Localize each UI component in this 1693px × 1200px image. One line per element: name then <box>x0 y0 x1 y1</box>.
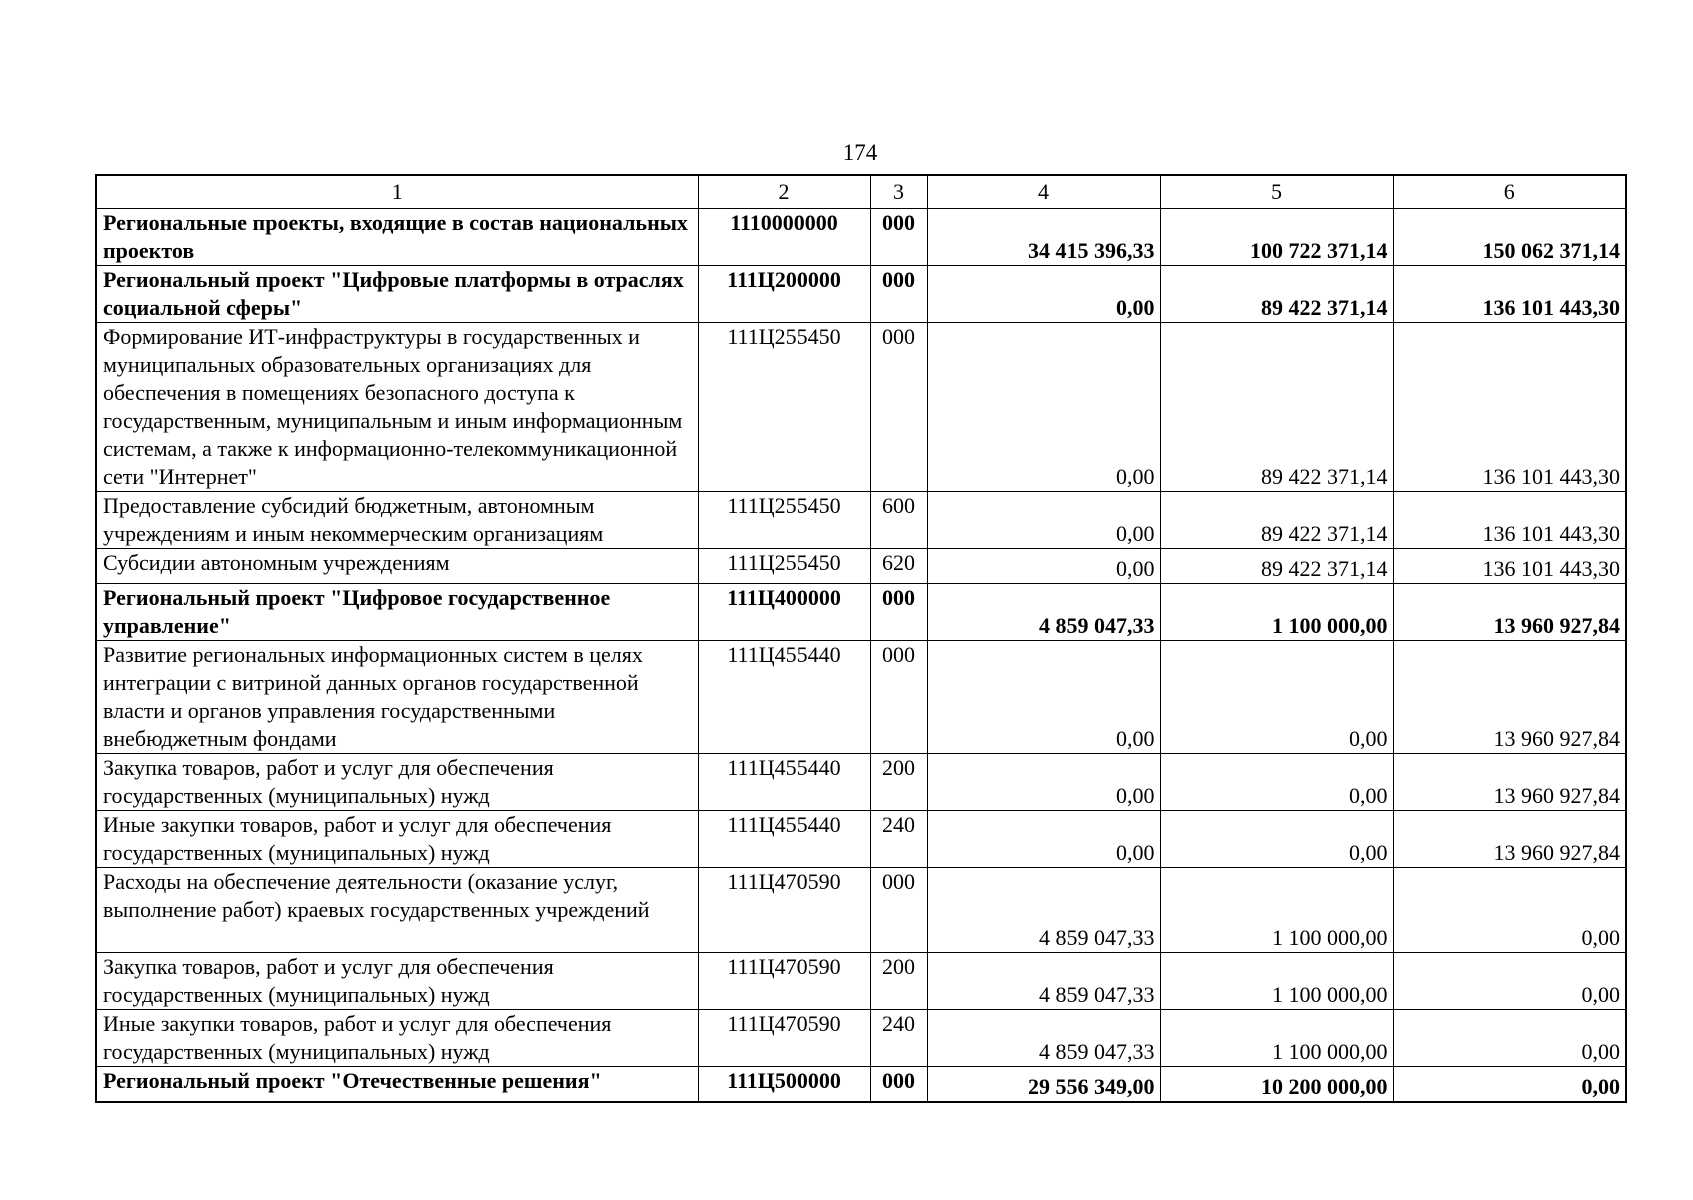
row-name-cell: Предоставление субсидий бюджетным, автономным учреждениям и иным некоммерческим организациям <box>96 492 698 549</box>
row-value-col6-cell: 13 960 927,84 <box>1393 754 1626 811</box>
table-row <box>96 1010 1626 1067</box>
budget-table <box>95 174 1627 1103</box>
row-code-cell: 111Ц470590 <box>698 953 870 1010</box>
row-code-cell: 111Ц455440 <box>698 754 870 811</box>
row-code-cell: 111Ц470590 <box>698 868 870 953</box>
page-number: 174 <box>842 140 878 165</box>
row-value-col6-cell: 136 101 443,30 <box>1393 266 1626 323</box>
table-body <box>96 175 1626 1102</box>
row-type-cell: 000 <box>870 584 927 641</box>
row-value-col6-cell: 136 101 443,30 <box>1393 323 1626 492</box>
row-value-col4-cell: 0,00 <box>927 492 1160 549</box>
column-header: 6 <box>1393 175 1626 209</box>
row-name-cell: Региональный проект "Цифровые платформы в отраслях социальной сферы" <box>96 266 698 323</box>
row-value-col5-cell: 1 100 000,00 <box>1160 953 1393 1010</box>
row-value-col5-cell: 1 100 000,00 <box>1160 584 1393 641</box>
table-row <box>96 492 1626 549</box>
column-header: 4 <box>927 175 1160 209</box>
row-code-cell: 111Ц255450 <box>698 492 870 549</box>
row-value-col6-cell: 150 062 371,14 <box>1393 209 1626 266</box>
row-value-col5-cell: 100 722 371,14 <box>1160 209 1393 266</box>
row-value-col6-cell: 136 101 443,30 <box>1393 549 1626 584</box>
row-name-cell: Региональный проект "Отечественные решения" <box>96 1067 698 1103</box>
row-name-cell: Иные закупки товаров, работ и услуг для обеспечения государственных (муниципальных) нужд <box>96 1010 698 1067</box>
row-code-cell: 111Ц255450 <box>698 323 870 492</box>
column-header: 5 <box>1160 175 1393 209</box>
row-name-cell: Закупка товаров, работ и услуг для обеспечения государственных (муниципальных) нужд <box>96 754 698 811</box>
row-value-col4-cell: 4 859 047,33 <box>927 584 1160 641</box>
row-value-col5-cell: 0,00 <box>1160 754 1393 811</box>
row-value-col4-cell: 29 556 349,00 <box>927 1067 1160 1103</box>
row-type-cell: 200 <box>870 754 927 811</box>
table-row <box>96 754 1626 811</box>
row-code-cell: 111Ц470590 <box>698 1010 870 1067</box>
row-value-col5-cell: 10 200 000,00 <box>1160 1067 1393 1103</box>
row-type-cell: 000 <box>870 1067 927 1103</box>
row-type-cell: 240 <box>870 1010 927 1067</box>
row-name-cell: Субсидии автономным учреждениям <box>96 549 698 584</box>
row-value-col5-cell: 0,00 <box>1160 811 1393 868</box>
row-name-cell: Иные закупки товаров, работ и услуг для обеспечения государственных (муниципальных) нужд <box>96 811 698 868</box>
row-code-cell: 1110000000 <box>698 209 870 266</box>
row-name-cell: Формирование ИТ-инфраструктуры в государственных и муниципальных образовательных организациях для обеспечения в помещениях безопасного доступа к государственным, муниципальным и иным информационным системам, а также к информационно-телекоммуникационной сети "Интернет" <box>96 323 698 492</box>
row-type-cell: 000 <box>870 868 927 953</box>
row-code-cell: 111Ц455440 <box>698 641 870 754</box>
table-row <box>96 641 1626 754</box>
row-value-col5-cell: 1 100 000,00 <box>1160 868 1393 953</box>
row-type-cell: 200 <box>870 953 927 1010</box>
row-type-cell: 620 <box>870 549 927 584</box>
row-value-col4-cell: 0,00 <box>927 323 1160 492</box>
row-name-cell: Развитие региональных информационных систем в целях интеграции с витриной данных органов государственной власти и органов управления государственными внебюджетным фондами <box>96 641 698 754</box>
row-value-col4-cell: 4 859 047,33 <box>927 868 1160 953</box>
column-header: 1 <box>96 175 698 209</box>
table-row <box>96 266 1626 323</box>
row-value-col6-cell: 0,00 <box>1393 953 1626 1010</box>
row-value-col6-cell: 13 960 927,84 <box>1393 584 1626 641</box>
row-value-col5-cell: 89 422 371,14 <box>1160 492 1393 549</box>
row-value-col6-cell: 0,00 <box>1393 868 1626 953</box>
table-row <box>96 584 1626 641</box>
row-name-cell: Расходы на обеспечение деятельности (оказание услуг, выполнение работ) краевых государственных учреждений <box>96 868 698 953</box>
row-value-col5-cell: 0,00 <box>1160 641 1393 754</box>
column-header: 3 <box>870 175 927 209</box>
table-row <box>96 323 1626 492</box>
row-code-cell: 111Ц500000 <box>698 1067 870 1103</box>
column-header: 2 <box>698 175 870 209</box>
row-name-cell: Региональные проекты, входящие в состав национальных проектов <box>96 209 698 266</box>
row-name-cell: Региональный проект "Цифровое государственное управление" <box>96 584 698 641</box>
row-type-cell: 000 <box>870 323 927 492</box>
table-row <box>96 209 1626 266</box>
row-type-cell: 000 <box>870 641 927 754</box>
row-type-cell: 000 <box>870 209 927 266</box>
row-code-cell: 111Ц200000 <box>698 266 870 323</box>
row-value-col4-cell: 0,00 <box>927 641 1160 754</box>
table-row <box>96 868 1626 953</box>
row-code-cell: 111Ц455440 <box>698 811 870 868</box>
row-value-col6-cell: 0,00 <box>1393 1010 1626 1067</box>
row-value-col5-cell: 89 422 371,14 <box>1160 266 1393 323</box>
row-value-col6-cell: 13 960 927,84 <box>1393 811 1626 868</box>
row-value-col4-cell: 0,00 <box>927 754 1160 811</box>
row-type-cell: 240 <box>870 811 927 868</box>
row-value-col6-cell: 136 101 443,30 <box>1393 492 1626 549</box>
row-type-cell: 600 <box>870 492 927 549</box>
row-value-col4-cell: 0,00 <box>927 549 1160 584</box>
row-value-col6-cell: 13 960 927,84 <box>1393 641 1626 754</box>
table-row <box>96 1067 1626 1103</box>
row-code-cell: 111Ц255450 <box>698 549 870 584</box>
row-value-col6-cell: 0,00 <box>1393 1067 1626 1103</box>
row-value-col4-cell: 34 415 396,33 <box>927 209 1160 266</box>
row-value-col5-cell: 89 422 371,14 <box>1160 549 1393 584</box>
row-value-col4-cell: 4 859 047,33 <box>927 1010 1160 1067</box>
row-value-col4-cell: 4 859 047,33 <box>927 953 1160 1010</box>
row-value-col5-cell: 89 422 371,14 <box>1160 323 1393 492</box>
row-type-cell: 000 <box>870 266 927 323</box>
table-row <box>96 811 1626 868</box>
table-row <box>96 549 1626 584</box>
table-header-row <box>96 175 1626 209</box>
row-value-col4-cell: 0,00 <box>927 811 1160 868</box>
row-value-col4-cell: 0,00 <box>927 266 1160 323</box>
table-row <box>96 953 1626 1010</box>
row-code-cell: 111Ц400000 <box>698 584 870 641</box>
row-value-col5-cell: 1 100 000,00 <box>1160 1010 1393 1067</box>
row-name-cell: Закупка товаров, работ и услуг для обеспечения государственных (муниципальных) нужд <box>96 953 698 1010</box>
